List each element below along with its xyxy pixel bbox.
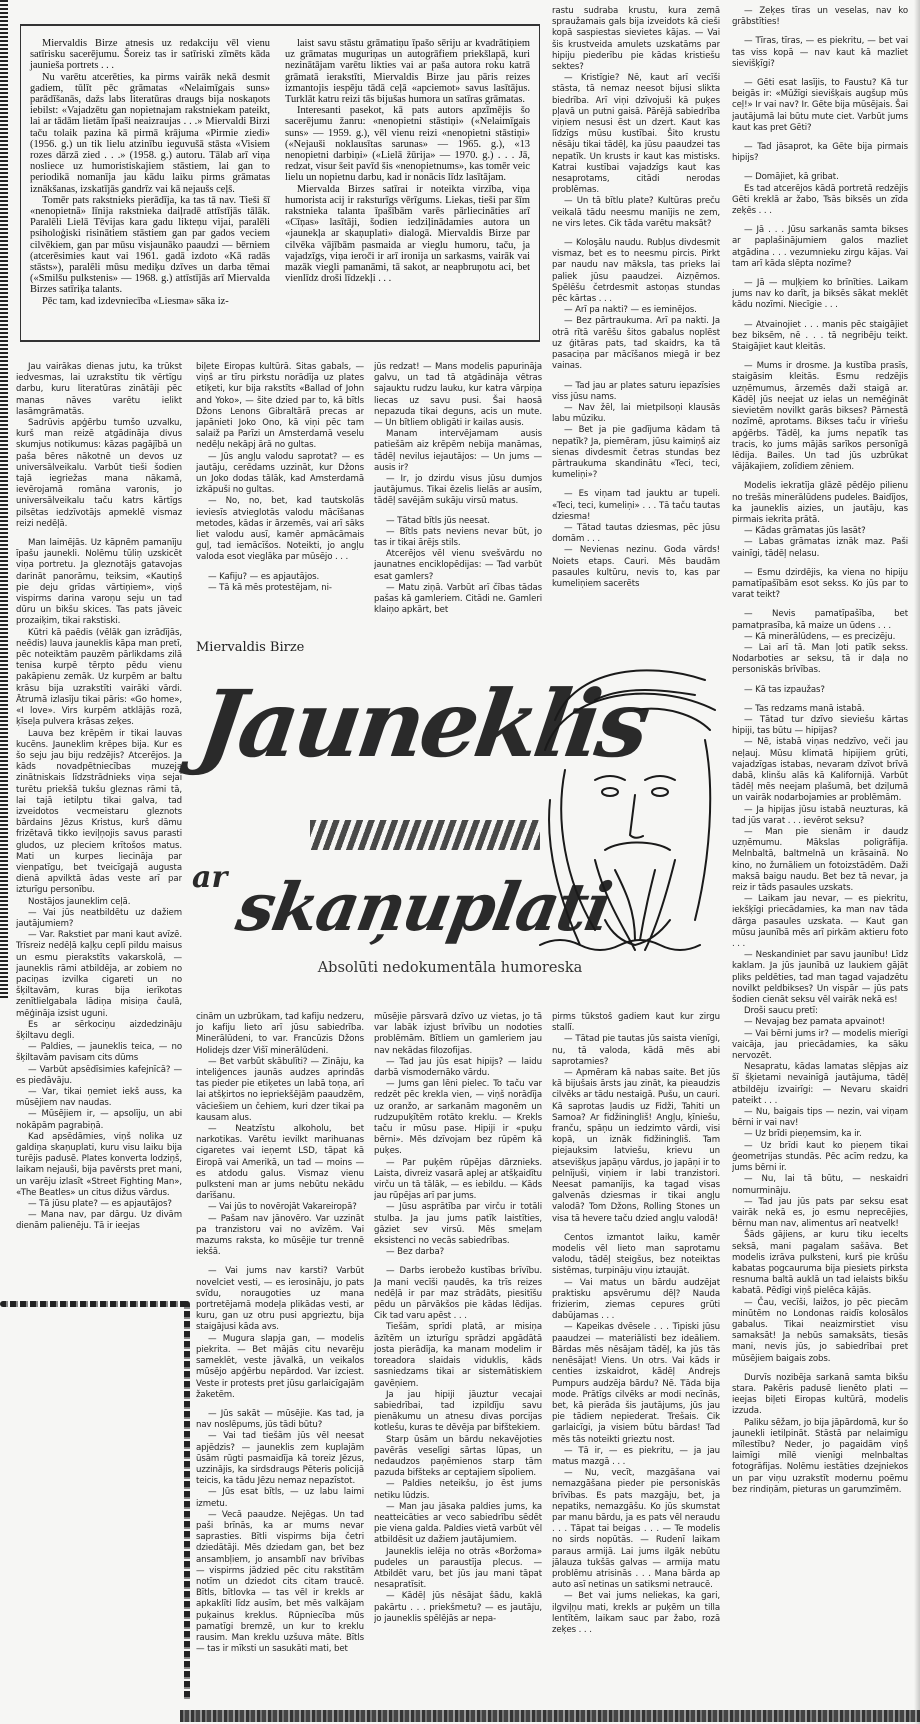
story-paragraph: — Apmēram kā nabas saite. Bet jūs kā bijušais ārsts jau zināt, ka pieaudzis cilvēks ar tādu nestaigā. Pušu, un cauri. Kā saprotas ļaudis uz Fidži, Tahiti un Samoa? Ar fidžiningliš! Angļu, ķīniešu, franču, spāņu un iedzimto vārdi, visi kopā, un iznāk fidžiningliš. Tam piejauksim latviešu, krievu un atsevišķus japāņu vārdus, jo japāņi ir to pelnījuši, viņiem ir labi tranzistori. Neesat pamanījis, ka tagad visas galvenās dziesmas ir tikai angļu valodā? Tom Džons, Rolling Stones un visa tā hevere taču dzied angļu valodā! [552, 1068, 720, 1224]
story-paragraph: cinām un uzbrūkam, tad kafiju nedzeru, jo kafiju lieto arī jūsu sabiedrība. Minerālūdeni, to var. Francūzis Džons Holidejs dzer Višī minerālūdeni. [196, 1012, 364, 1056]
bearded-youth-portrait-icon [535, 660, 720, 960]
story-paragraph: — Kā tas izpaužas? [744, 684, 825, 695]
story-paragraph: — Mugura slapja gan, — modelis piekrita. — Bet mājās citu nevarēju sameklēt, veste jāvalkā, un veikalos mūsējo apģērbu nepārdod. Var izciest. Veste ir protests pret jūsu garlaicīgajām žaketēm. [196, 1333, 364, 1400]
intro-paragraph: Miervaldis Birze atnesis uz redakciju vēl vienu satīrisku sacerējumu. Šoreiz tas ir satīriski zīmēts kāda jaunieša portrets . . . [30, 38, 270, 72]
story-paragraph: Kūtri kā paēdis (vēlāk gan izrādījās, neēdis) lauva jauneklis kāpa man pretī, pēc noteiktām pauzēm pārlikdams zilā tenisa kurpē tērpto pēdu vienu pakāpienu zemāk. Uz kurpēm ar baltu krāsu bija uzrakstīti vairāki vārdi. Ātrumā izlasīju tikai pāris: «Go home», «I love». Virs kurpēm atklājās rozā, ķīseļa pulvera krāsas zeķes. [16, 627, 182, 728]
story-paragraph: — Ja hipijas jūsu istabā neuzturas, kā tad jūs varat . . . ievērot seksu? [732, 804, 908, 826]
story-paragraph: Kad apsēdāmies, viņš nolika uz galdiņa skaņuplati, kuru visu laiku bija turējis padusē. Plates konverta lodziņš, laikam nejauši, bija pavērsts pret mani, un varēju izlasīt «Street Fighting Man», «The Beatles» un citus dižus vārdus. [16, 1131, 182, 1198]
story-column-bottom2 [374, 1012, 542, 1707]
story-paragraph: — Tad jau jūs esat hipijs? — laidu darbā vismodernāko vārdu. [374, 1056, 542, 1079]
story-column-right2 [732, 6, 908, 1706]
story-paragraph: Manam intervējamam ausis patiešām aiz krēpēm nebija manāmas, tādēļ nevilus iejautājos: — Un jums — ausis ir? [374, 429, 542, 473]
story-paragraph: — Kristīgie? Nē, kaut arī vecīši stāsta, tā nemaz neesot bijusi slikta biedrība. Arī viņi dzīvojuši kā puķes pļavā un putni gaisā. Pārējā sabiedrība viņiem nesusi ēst un dzert. Kaut kas līdzīgs mūsu kustībai. Šito krustu nēsāju tikai tādēļ, ka jūsu paaudzei tas nepatīk. Un krusts ir kaut kas mistisks. Katrai kustībai vajadzīgs kaut kas nesaprotams, citādi nerodas problēmas. [552, 73, 720, 196]
story-paragraph: — Jūs angļu valodu saprotat? — es jautāju, cerēdams uzzināt, kur Džons un Joko dodas tālāk, kad Amsterdamā izkāpuši no gultas. [196, 451, 364, 496]
headline-sub: skaņuplati [231, 868, 617, 946]
story-paragraph: — Nevis pamatīpašība, bet pamatprasība, kā maize un ūdens . . . [732, 609, 908, 631]
story-paragraph: — Man jau jāsaka paldies jums, ka neatteicāties ar veco sabiedrību sēdēt pie viena galda. Paldies vietā varbūt vēl atbildēsit uz dažiem jautājumiem. [374, 1501, 542, 1546]
intro-paragraph: Tomēr pats rakstnieks pierādīja, ka tas tā nav. Tieši šī «nenopietnā» līnija rakstnieka daiļradē attīstījās tālāk. Paralēli Lielā Tēvijas kara gadu likteņu vijai, paralēli psiholoģiski risinātiem stāstiem gan par gados veciem cilvēkiem, gan par mūsu visjaunāko paaudzi — bērniem (atcerēsimies kaut vai 1961. gadā izdoto «Kā radās stāsts»), paralēli mūsu mediķu dzīves un darba tēmai («Smilšu pulkstenis» — 1968. g.) attīstījās arī Miervalda Birzes satīriķa talants. [30, 194, 270, 296]
story-paragraph: rastu sudraba krustu, kura zemā spraužamais gals bija izveidots kā cieši kopā saspiestas sievietes kājas. — Vai šis krustveida amulets uzskatāms par hipiju piederību pie kādas kristiešu sektes? [552, 6, 720, 73]
story-paragraph: — Bet ja pie gadījuma kādam tā nepatīk? Ja, piemēram, jūsu kaimiņš aiz sienas divdesmit četras stundas bez pārtraukuma skandinātu «Teci, teci, kumeliņi»? [552, 425, 720, 481]
story-paragraph: — Nu, vecīt, mazgāšana vai nemazgāšana pieder pie personiskās brīvības. Es pats mazgāju, bet, ja nepatiks, nemazgāšu. Ko jūs skumstat par manu bārdu, ja es pats vēl neraudu . . . Tāpat tai beigas . . . — Te modelis no sirds nopūtās. — Rudenī laikam paraus armijā. Lai jums ilgāk nebūtu jālauza tukšās galvas — armija matu problēmu atrisinās . . . Mana bārda ap auto asī netinas un satiksmi netraucē. [552, 1468, 720, 1591]
story-paragraph: — Labas grāmatas iznāk maz. Paši vainīgi, tādēļ nelasu. [732, 537, 908, 559]
story-paragraph: — Tīras, tīras, — es piekritu, — bet vai tas viss kopā — nav kaut kā mazliet sievišķīgi? [732, 36, 908, 69]
story-paragraph: Durvīs nozibēja sarkanā samta bikšu stara. Pakēris padusē lienēto plati — ieejas biļeti Eiropas kultūrā, modelis izzuda. [732, 1372, 908, 1417]
article-subtitle: Absolūti nedokumentāla humoreska [317, 960, 583, 976]
story-paragraph: Paliku sēžam, jo bija jāpārdomā, kur šo jaunekli ietilpināt. Stāstā par nelaimīgu mīlestību? Neder, jo pagaidām viņš laimīgi mīlē vienīgi melnbaltas fotogrāfijas. Nolēmu iestāties dzejniekos un par viņu uzrakstīt modernu poēmu bez rindiņām, pieturas un garumzīmēm. [732, 1417, 908, 1495]
story-paragraph: — Nevienas nezinu. Goda vārds! Noiets etaps. Cauri. Mēs baudām pasaules kultūru, nevis to, kas par kumeliņiem sacerēts [552, 545, 720, 589]
story-column-left [16, 362, 182, 1297]
story-paragraph: — Gēti esat lasījis, to Faustu? Kā tur beigās ir: «Mūžīgi sievišķais augšup mūs ceļ!» Ir vai nav? Ir. Gēte bija mūsējais. Šai jautājumā lai būtu mute ciet. Varbūt jums kaut kas pret Gēti? [732, 78, 908, 133]
story-paragraph: — Paldies neteikšu, jo ēst jums netiku lūdzis. [374, 1479, 542, 1501]
story-column-bottom1 [196, 1012, 364, 1707]
story-paragraph: — Jūs sakāt — mūsējie. Kas tad, ja nav noslēpums, jūs tādi būtu? [196, 1408, 364, 1431]
story-paragraph: — Vai matus un bārdu audzējat praktisku apsvērumu dēļ? Nauda frizierim, ziemas cepures grūti dabūjamas . . . [552, 1277, 720, 1322]
story-paragraph: — Var, tikai ņemiet iekš auss, ka mūsējiem nav naudas. [16, 1087, 182, 1109]
page-edge-shadow [914, 0, 920, 1724]
story-paragraph: Sadrūvis apģērbu tumšo uzvalku, kurš man reizē atgādināja divus skumjus notikumus: kāzas pagājībā un paša bēres nākotnē un devos uz universālveikalu. Varbūt tieši šodien tajā iegriežas mana nākamā, ievērojamā romāna varonis, jo universālveikalu taču katrs kārtīgs pilsētas iedzīvotājs apmeklē vismaz reizi nedēļā. [16, 418, 182, 529]
story-paragraph: — Man pie sienām ir daudz uzņēmumu. Mākslas poligrāfija. Melnbaltā, baltmelnā un krāsainā. No kino, no žurnāliem un fotoizstādēm. Daži maksā baigu naudu. Bet bez tā nevar, ja reiz ir tāds pasaules uzskats. [732, 827, 908, 894]
story-paragraph: — Tad jau ar plates saturu iepazīsies viss jūsu nams. [552, 380, 720, 402]
bottom-decorative-rule [180, 1710, 920, 1722]
story-paragraph: — Darbs ierobežo kustības brīvību. Ja mani vecīši ņaudēs, ka trīs reizes nedēļā ir par maz strādāts, piesitīšu pēdu un pārvākšos pie kādas lēdijas. Cik tad varu apēst . . . [374, 1266, 542, 1322]
story-paragraph: mūsējie pārsvarā dzīvo uz vietas, jo tā var labāk izjust brīvību un nodoties problēmām. Bītliem un gamleriem jau nav nekādas filozofijas. [374, 1012, 542, 1056]
story-paragraph: — Tātad tautas dziesmas, pēc jūsu domām . . . [552, 522, 720, 545]
story-column-mid2-top [374, 362, 542, 627]
intro-column-2 [285, 38, 530, 284]
story-paragraph: — Neatzīstu alkoholu, bet narkotikas. Varētu ievilkt marihuanas cigaretes vai ieņemt LSD, tāpat kā Eiropā vai Amerikā, un tad — moins — es atdodu galus. Vismaz vienu pulksteni man ar jums nebūtu nekādu darīšanu. [196, 1124, 364, 1202]
story-paragraph: Lauva bez krēpēm ir tikai lauvas kucēns. Jauneklim krēpes bija. Kur es šo seju jau biju redzējis? Atcerējos. Ja kāds novadpētniecības muzeja zinātniskais līdzstrādnieks viņa sejai turētu priekšā tukšu gleznas rāmi tā, lai tajā ietilptu tikai galva, tad izveidotos vecmeistaru gleznots bārdains Jēzus Kristus, kurš dāmu frizētavā tikko ieviļņojis savus parasti gludos, uz pleciem krītošos matus. Mati un kurpes liecināja par vienpatīgu, bet tveicīgajā augusta dienā apvilktā ādas veste arī par izturīgu personību. [16, 728, 182, 896]
story-column-right1-top [552, 6, 720, 626]
story-paragraph: jūs redzat! — Mans modelis papurināja galvu, un tad tā atgādināja vētras sajauktu rudzu lauku, kur katra vārpiņa liecas uz savu pusi. Šai haosā nepazuda tikai deguns, acis un mute. — Un bītliem obligāti ir kailas ausis. [374, 362, 542, 429]
story-paragraph: Atcerējos vēl vienu svešvārdu no jaunatnes enciklopēdijas: — Tad varbūt esat gamlers? [374, 549, 542, 582]
story-paragraph: — Neskandiniet par savu jaunību! Līdz kaklam. Ja jūs jaunībā uz laukiem gājāt pliks peldēties, tad man tagad vajadzētu novilkt peldbikses? Un vispār — jūs pats šodien cienāt seksu vēl vairāk nekā es! [732, 950, 908, 1006]
story-paragraph: — Ir, jo dzirdu visus jūsu dumjos jautājumus. Tikai ēzelis lielās ar ausīm, tādēļ savējām sukāju virsū matus. [374, 474, 542, 507]
story-paragraph: — Nu, baigais tips — nezin, vai viņam bērni ir vai nav! [732, 1107, 908, 1129]
story-paragraph: — Tā jūsu plate? — es apjautājos? [28, 1199, 172, 1210]
story-paragraph: — Un tā bītlu plate? Kultūras preču veikalā tādu neesmu manījis ne zem, ne virs letes. Cik tāda varētu maksāt? [552, 196, 720, 229]
intro-paragraph: Pēc tam, kad izdevniecība «Liesma» sāka iz- [42, 295, 229, 307]
story-paragraph: — Vai tad tiešām jūs vēl neesat apjēdzis? — jauneklis zem kuplajām ūsām rūgti pasmaidīja kā toreiz Jēzus, uzzinājis, ka sirdsdraugs Pēteris policijā teicis, ka tādu Jēzu nemaz nepazīstot. [196, 1431, 364, 1487]
story-paragraph: — Vai jūs neatbildētu uz dažiem jautājumiem? [16, 907, 182, 929]
story-paragraph: — Uz brīdi pieņemsim, ka ir. [744, 1129, 862, 1140]
story-paragraph: — Kādēļ jūs nēsājat šādu, kaklā pakārtu . . . priekšmetu? — es jautāju, jo jauneklis spēlējās ar nepa- [374, 1591, 542, 1624]
story-paragraph: — Tad jau jūs pats par seksu esat vairāk nekā es, jo esmu neprecējies, bērnu man nav, alimentus arī neatvelk! [732, 1196, 908, 1230]
story-paragraph: — Tātad pie tautas jūs saista vienīgi, nu, tā valoda, kādā mēs abi saprotamies? [552, 1034, 720, 1067]
intro-paragraph: Interesanti pasekot, kā pats autors apzīmējis šo sacerējumu žanru: «nenopietni stāstiņi» («Nelaimīgais suns» — 1959. g.), vēl vienu reizi «nenopietni stāstiņi» («Nejauši noklausītas sarunas» — 1965. g.), «13 nenopietni darbiņi» («Lielā žūrija» — 1970. g.) . . . Jā, redzat, visur šeit pavīd šis «nenopietnums», kas tomēr veic lielu un nopietnu darbu, kad ir nonācis līdz lasītājam. [285, 105, 530, 184]
story-paragraph: — Laikam jau nevar, — es piekritu, iekšķīgi priecādamies, ka man nav tāda dārga pasaules uzskata. — Kaut gan mūsu jaunībā mēs arī pirkām aktieru foto . . . [732, 894, 908, 950]
story-paragraph: — Kādas grāmatas jūs lasāt? [744, 526, 866, 537]
intro-paragraph: Nu varētu atcerēties, ka pirms vairāk nekā desmit gadiem, tūlīt pēc grāmatas «Nelaimīgais suns» parādīšanās, dažs labs literatūras draugs bija noskaņots iebilst: «Vajadzētu gan nopietnajam rakstniekam pateikt, lai ar tādām lietām īpaši neaizraujas . . .» Miervaldi Birzi taču tolaik pazina kā pirmā krājuma «Pirmie ziedi» (1956. g.) un tik lielu atzinību ieguvušā stāsta «Visiem rozes dārzā zied . . .» (1958. g.) autoru. Tālab arī viņa nosliece uz humoristiskajiem stāstiem, lai gan to periodikā nomanīja jau kādu laiku pirms grāmatas iznākšanas, izskatījās gandrīz vai kā nejaušs ceļš. [30, 71, 270, 195]
story-paragraph: — Vecā paaudze. Nejēgas. Un tad paši brīnās, ka ar mums nevar saprasties. Bītli vispirms bija četri dziedātāji. Mēs dziedam gan, bet bez ansambļiem, jo ansamblī nav brīvības — vispirms jādzied pēc citu rakstītām notīm un dziedot cits citam traucē. Bītls, bītlovka — tas vēl ir krekls ar apkaklīti līdz ausīm, bet mēs valkājam puķainus kreklus. Rūpniecība mūs pamatīgi bremzē, un kur to kreklu rausim. Man kreklu uzšuva māte. Bītls — tas ir mīksti un sasukāti mati, bet [196, 1509, 364, 1655]
story-paragraph: — Mūsējiem ir, — apsolīju, un abi nokāpām pagrabiņā. [16, 1109, 182, 1131]
story-paragraph: — Jums gan lēni pielec. To taču var redzēt pēc krekla vien, — viņš norādīja uz oranžo, ar sarkanām magonēm un rudzupuķītēm rotāto kreklu. — Krekls taču ir mūsu pase. Hipiji ir «puķu bērni». Mēs dzīvojam bez rūpēm kā puķes. [374, 1079, 542, 1157]
story-paragraph: — Esmu dzirdējis, ka viena no hipiju pamatīpašībām esot sekss. Ko jūs par to varat teikt? [732, 567, 908, 601]
story-paragraph: — Arī pa nakti? — es ieminējos. [564, 305, 697, 316]
story-paragraph: — Mana nav, par dārgu. Uz divām dienām palienēju. Tā ir ieejas [16, 1210, 182, 1232]
story-paragraph: — Čau, vecīši, laižos, jo pēc piecām minūtēm no Londonas raidīs kolosālos gabalus. Tikai neaizmirstiet visu samaksāt! Ja nebūs samaksāts, tiesās mani, nevis jūs, jo sabiedrībai pret mūsējiem baigais zobs. [732, 1297, 908, 1364]
story-paragraph: — Kafiju? — es apjautājos. [208, 571, 320, 582]
intro-paragraph: Miervalda Birzes satīrai ir noteikta virzība, viņa humorista acij ir raksturīgs vērīgums. Liekas, tieši par šīm rakstnieka talanta īpašībām varēs pārliecināties arī «Cīņas» lasītāji, šodien iedziļinādamies autora un «jaunekļa ar skaņuplati» dialogā. Miervaldis Birze par cilvēka vājībām pasmaida ar vieglu humoru, taču, ja vajadzīgs, viņa ieroči ir arī ironija un sarkasms, vairāk vai mazāk viegli pamanāmi, tā sakot, ar neapbruņotu aci, bet vienlīdz droši līdzekļi . . . [285, 183, 530, 285]
story-paragraph: — Tā kā mēs protestējam, ni- [208, 582, 332, 593]
story-paragraph: — Nav žēl, lai mietpilsoņi klausās labu mūziku. [552, 402, 720, 425]
story-paragraph: — Bez darba? [386, 1247, 445, 1258]
story-paragraph: — Par puķēm rūpējas dārznieks. Laista, divreiz vasarā aplej ar atšķaidītu virču un tā tālāk, — es iebildu. — Kāds jau rūpējas arī par jums. [374, 1157, 542, 1202]
story-paragraph: — Tad jāsaprot, ka Gēte bija pirmais hipijs? [732, 142, 908, 164]
story-paragraph: — Es viņam tad jauktu ar tupeli. «Teci, teci, kumeliņi» . . . Tā taču tautas dziesma! [552, 489, 720, 522]
story-column-bottom3 [552, 1012, 720, 1707]
story-column-mid1-top [196, 362, 364, 627]
story-paragraph: — Uz brīdi kaut ko pieņem tikai ģeometrijas stundās. Pēc acīm redzu, ka jums bērni ir. [732, 1140, 908, 1174]
story-paragraph: — Pašam nav jānovēro. Var uzzināt pa tranzistoru vai no avīzēm. Vai mazums raksta, ko mūsējie tur trennē iekšā. [196, 1213, 364, 1258]
story-paragraph: — Nē, istabā viņas nedzīvo, veči jau neļauj. Mūsu klimatā hipijiem grūti, vajadzīgas istabas, nevaram dzīvot brīvā dabā, klinšu alās kā Kalifornijā. Varbūt tādēļ mēs neejam plašumā, bet dziļumā un vairāk nodarbojamies ar problēmām. [732, 737, 908, 804]
story-paragraph: — Mums ir drosme. Ja kustība prasīs, staigāsim kleitās. Esmu redzējis uzņēmumus, ārzemēs daži staigā ar. Kādēļ jūs neejat uz ielas un nemēģināt sievietēm novilkt garās bikses? Pārnestā nozīmē, aprotams. Bikses taču ir vīriešu apģērbs. Tādēļ, ka jums nepatīk tas tracis, ko jums mājās sarīkos personīgā lēdija. Bailes. Un tad jūs uzbrūkat vājākajiem, zolīdiem zēniem. [732, 361, 908, 473]
story-paragraph: — Tātad bītls jūs neesat. [386, 515, 490, 526]
story-paragraph: biļete Eiropas kultūrā. Šitas gabals, — viņš ar tīru pirkstu norādīja uz plates etiķeti, kur bija rakstīts «Ballad of John and Yoko», — šite dzied par to, kā bītls Džons Lenons Gibraltārā precas ar japānieti Joko Ono, kā viņi pēc tam salaiž pa Parīzi un Amsterdamā veselu nedēļu nekāpj ārā no gultas. [196, 362, 364, 451]
story-paragraph: Es tad atcerējos kādā portretā redzējis Gēti kreklā ar žabo, Tsās biksēs un zīda zeķēs . . . [732, 183, 908, 217]
headline-main: Jauneklis [192, 670, 653, 778]
rope-border-horizontal [0, 1301, 190, 1307]
story-paragraph: Man laimējās. Uz kāpnēm pamanīju īpašu jaunekli. Nolēmu tūliņ uzskicēt viņa portretu. Ja gleznotājs gatavojas darināt panorāmu, teiksim, «Kautiņš pie deju grīdas vārtiņiem», viņš vispirms darina varoņu seju un tad dūru un bikšu skices. Tas pats jāveic prozaiķim, tikai rakstiski. [16, 538, 182, 627]
intro-column-1 [30, 38, 270, 307]
author-byline: Miervaldis Birze [196, 640, 305, 655]
story-paragraph: — Tas redzams manā istabā. [744, 703, 865, 714]
story-paragraph: — Var. Rakstiet par mani kaut avīzē. Trīsreiz nedēļā kaļķu ceplī pildu maisus un esmu pierakstīts vakarskolā, — jauneklis rāmi atbildēja, ar zobiem no paciņas izvilka cigareti un no šķiltavām, kuras bija ierīkotas zenītlielgabala lādiņa misiņa čaulā, mēģināja izsist uguni. [16, 930, 182, 1019]
headline-illustration [190, 660, 720, 960]
story-paragraph: — Bītls pats neviens nevar būt, jo tas ir tikai ārējs stils. [374, 526, 542, 549]
story-paragraph: — Vai jūs to novērojāt Vakareiropā? [208, 1202, 357, 1213]
story-paragraph: — Bet varbūt skābulīti? — Zināju, ka inteliģences jaunās audzes aprindās tas pieder pie etiķetes un labā toņa, arī lai atšķirtos no iepriekšējām paaudzēm, vāciešiem un čehiem, kuri dzer tikai pa kausam alus. [196, 1056, 364, 1123]
story-paragraph: — Atvainojiet . . . manis pēc staigājiet bez biksēm, nē . . . tā negribēju teikt. Staigājiet kaut kleitās. [732, 319, 908, 353]
story-paragraph: — Kapeikas dvēsele . . . Tipiski jūsu paaudzei — materiālisti bez ideāliem. Bārdas mēs nēsājam tādēļ, ka jūs tās nenēsājat! Viens. Un otrs. Vai kāds ir centies izskaidrot, kādēļ Andrejs Pumpurs audzēja bārdu? Nē. Tāda bija mode. Prātīgs cilvēks ar modi necīnās, bet, kā pierāda šis jautājums, jūs jau pie tādiem nepiederat. Trešais. Cik garlaicīgi, ja visiem būtu bārdas! Tad mēs tās noteikti grieztu nost. [552, 1322, 720, 1445]
story-paragraph: — Jā . . . Jūsu sarkanās samta bikses ar paplašinājumiem galos mazliet atgādina . . . vezumnieku zirgu kājas. Vai tam arī kāda slēpta nozīme? [732, 225, 908, 269]
story-paragraph: — Tātad tur dzīvo sieviešu kārtas hipiji, tas būtu — hipijas? [732, 714, 908, 737]
headline-connector: ar [192, 860, 228, 895]
story-paragraph: — Domājiet, kā gribat. [744, 172, 839, 183]
story-paragraph: — Varbūt apsēdīsimies kafejnīcā? — es piedāvāju. [16, 1064, 182, 1086]
story-paragraph: — No, no, bet, kad tautskolās ieviesīs atvieglotās valodu mācīšanas metodes, kādas ir ārzemēs, vai arī sāks liet valodu ausī, kamēr apmācāmais guļ, tad iemācīšos. Noteikti, jo angļu valoda esot vieglāka par mūsējo . . . [196, 496, 364, 563]
story-paragraph: — Jā — muļķiem ko brīnīties. Laikam jums nav ko darīt, ja biksēs sākat meklēt kādu nozīmi. Niecīgie . . . [732, 278, 908, 311]
rope-border-vertical [184, 1301, 190, 1701]
story-paragraph: Jauneklis ielēja no otrās «Boržoma» pudeles un paraustīja plecus. — Atbildēt varu, bet jūs jau mani tāpat nesapratīsit. [374, 1546, 542, 1591]
story-paragraph: Nesapratu, kādas lamatas slēpjas aiz šī šķietami nevainīgā jautājuma, tādēļ atbildēju izvairīgi: — Nevaru skaidri pateikt . . . [732, 1062, 908, 1106]
story-paragraph: — Bet vai jums neliekas, ka gari, ilgviļņu mati, krekls ar puķēm un tilla lentītēm, laikam sauc par žabo, rozā zeķes . . . [552, 1591, 720, 1635]
headline-ornament [310, 820, 540, 850]
story-paragraph: — Paldies, — jauneklis teica, — no šķiltavām pavisam cits dūms [16, 1042, 182, 1064]
story-paragraph: — Tā ir, — es piekritu, — ja jau matus mazgā . . . [552, 1445, 720, 1467]
story-paragraph: Starp ūsām un bārdu nekavējoties pavērās veselīgi sārtas lūpas, un nedaudzos paņēmienos starp tām pazuda bifšteks ar ceptajiem sīpoliem. [374, 1434, 542, 1479]
story-paragraph: pirms tūkstoš gadiem kaut kur zirgu stallī. [552, 1012, 720, 1034]
story-paragraph: Nostājos jauneklim ceļā. [28, 896, 131, 907]
story-paragraph: — Lai arī tā. Man ļoti patīk sekss. Nodarboties ar seksu, tā ir daļa no personiskās brīvības. [732, 642, 908, 676]
intro-paragraph: laist savu stāstu grāmatiņu īpašo sēriju ar kvadrātiņiem uz grāmatas muguriņas un autogrāfiem priekšlapā, kuri nezinātājam varētu likties vai ar paša autora roku katrā grāmatā ierakstīti, Miervaldis Birze jau pāris reizes izmantojis iespēju tādā ceļā «apciemot» savus lasītājus. Turklāt katru reizi tās bijušas humora un satīras grāmatas. [285, 38, 530, 106]
page-edge-perforation [0, 0, 8, 1000]
story-paragraph: — Vai jums nav karsti? Varbūt novelciet vesti, — es ierosināju, jo pats svīdu, noraugoties uz mana portretējamā modeļa plikādas vesti, ar kuru, gan uz otru pusi apgrieztu, bija staigājusi kāda avs. [196, 1266, 364, 1333]
story-paragraph: — Kā minerālūdens, — es precizēju. [744, 631, 896, 642]
story-paragraph: Es ar sērkociņu aizdedzināju šķiltavu degli. [16, 1019, 182, 1041]
story-paragraph: — Matu ziņā. Varbūt arī čības tādas pašas kā gamleriem. Citādi ne. Gamleri klaiņo apkārt, bet [374, 582, 542, 616]
story-paragraph: — Zeķes tīras un veselas, nav ko grābstīties! [732, 6, 908, 28]
story-paragraph: Jau vairākas dienas jutu, ka trūkst iedvesmas, lai uzrakstītu tik vērtīgu darbu, kuru literatūras zinātāji pēc manas nāves varētu ielikt lasāmgrāmatās. [16, 362, 182, 417]
story-paragraph: Tiešām, sprīdi platā, ar misiņa āzītēm un izturīgu sprādzi apgādātā josta pierādīja, ka manam modelim ir toreadora slaidais viduklis, kāds sasniedzams tikai ar sistemātiskiem gavēņiem. [374, 1322, 542, 1389]
story-paragraph: — Vai bērni jums ir? — modelis mierīgi vaicāja, jau priecādamies, ka sāku nervozēt. [732, 1028, 908, 1062]
story-paragraph: — Bez pārtraukuma. Arī pa nakti. Ja otrā rītā varēšu šitos gabalus noplēst uz ģitāras pats, tad skaidrs, ka tā pasaciņa par mācīšanos miegā ir bez vainas. [552, 316, 720, 372]
story-paragraph: Droši saucu pretī: [744, 1006, 818, 1017]
story-paragraph: Centos izmantot laiku, kamēr modelis vēl lieto man saprotamu valodu, tādēļ steigšus, bez noteiktas sistēmas, turpināju viņu iztaujāt. [552, 1232, 720, 1277]
story-paragraph: Modelis iekratīja glāzē pēdējo pilienu no trešās minerālūdens pudeles. Baidījos, ka jauneklis aizies, un jautāju, kas pirmais iekrita prātā. [732, 481, 908, 525]
story-paragraph: — Jūsu asprātība par virču ir totāli stulba. Ja jau jums patīk laistīties, gāziet sev virsū. Mēs smeļam eksistenci no vecās sabiedrības. [374, 1202, 542, 1247]
story-paragraph: — Nevajag bez pamata apvainot! [744, 1017, 885, 1028]
story-paragraph: — Jūs esat bītls, — uz labu laimi izmetu. [196, 1487, 364, 1509]
story-paragraph: Ja jau hipiji jāuztur vecajai sabiedrībai, tad izpildīju savu pienākumu un atnesu divas porcijas kotlešu, kuras te dēvēja par bifštekiem. [374, 1389, 542, 1434]
story-paragraph: — Nu, lai tā būtu, — neskaidri nomurmināju. [732, 1174, 908, 1196]
story-paragraph: — Koloşālu naudu. Rubļus divdesmit vismaz, bet es to neesmu pircis. Pirkt par naudu nav māksla, tas prieks lai paliek jūsu paaudzei. Aizņēmos. Spēlēšu četrdesmit astoņas stundas pēc kārtas . . . [552, 238, 720, 305]
story-paragraph: Šāds gājiens, ar kuru tiku iecelts seksā, mani pagalam sašāva. Bet modelis izrāva pulksteni, kurš pie krūšu kabatas pogcauruma bija piesiets pirksta resnuma baltā auklā un tad ielaists bikšu kabatā. Pēdīgi viņš pielēca kājās. [732, 1230, 908, 1297]
